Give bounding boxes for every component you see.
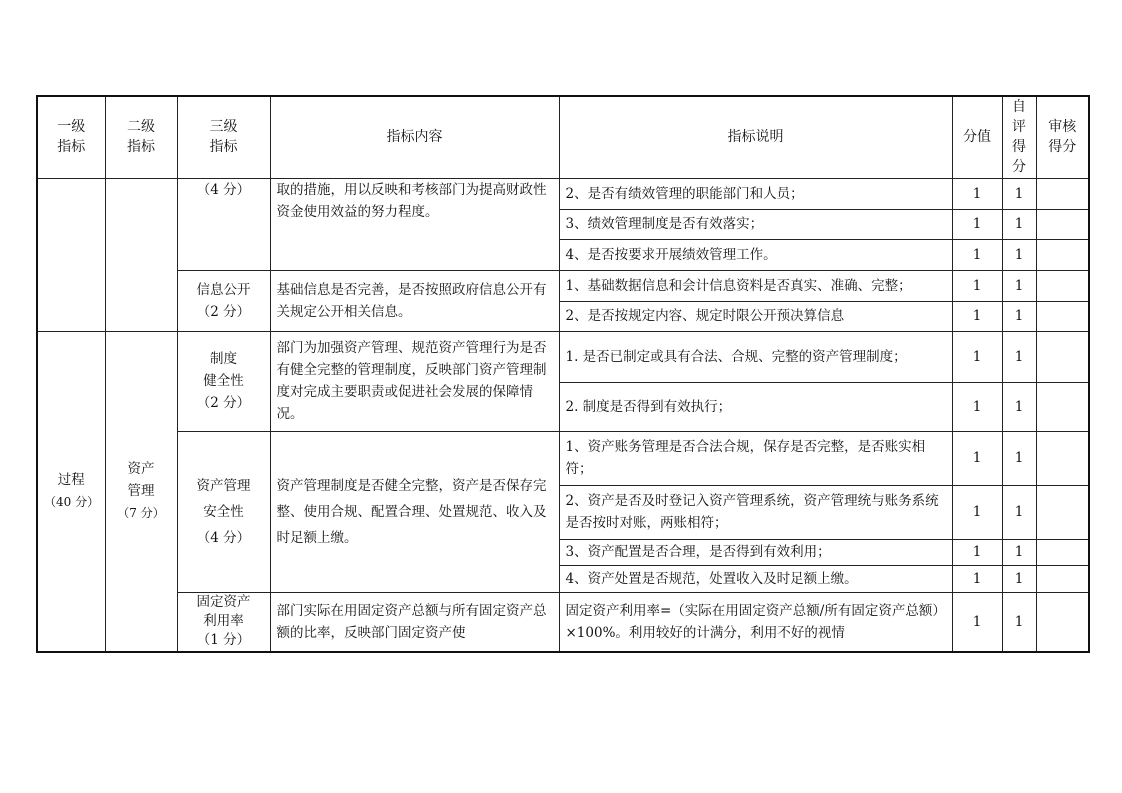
- score-value: 1: [952, 270, 1002, 301]
- header-row: [37, 96, 1089, 178]
- score-value: 1: [952, 592, 1002, 652]
- table-row: [37, 178, 1089, 209]
- self-score-value: 1: [1002, 239, 1036, 270]
- audit-score-value: [1036, 539, 1089, 565]
- audit-score-value: [1036, 485, 1089, 539]
- score-value: 1: [952, 239, 1002, 270]
- audit-score-value: [1036, 209, 1089, 239]
- score-value: 1: [952, 178, 1002, 209]
- level3-label: 信息公开 （2 分）: [177, 270, 270, 331]
- indicator-description: 2、是否有绩效管理的职能部门和人员；: [559, 178, 952, 209]
- table-row: [37, 592, 1089, 652]
- header-description: 指标说明: [559, 96, 952, 178]
- score-value: 1: [952, 209, 1002, 239]
- score-value: 1: [952, 565, 1002, 592]
- indicator-description: 4、资产处置是否规范，处置收入及时足额上缴。: [559, 565, 952, 592]
- indicator-content: 部门实际在用固定资产总额与所有固定资产总额的比率，反映部门固定资产使: [270, 592, 559, 652]
- indicator-description: 2、是否按规定内容、规定时限公开预决算信息: [559, 301, 952, 331]
- score-value: 1: [952, 485, 1002, 539]
- self-score-value: 1: [1002, 301, 1036, 331]
- level3-label: 资产管理 安全性 （4 分）: [177, 431, 270, 592]
- audit-score-value: [1036, 178, 1089, 209]
- header-content: 指标内容: [270, 96, 559, 178]
- level3-label: 制度 健全性 （2 分）: [177, 331, 270, 431]
- indicator-description: 3、资产配置是否合理，是否得到有效利用；: [559, 539, 952, 565]
- score-value: 1: [952, 382, 1002, 431]
- indicator-description: 固定资产利用率=（实际在用固定资产总额/所有固定资产总额）×100%。利用较好的计满分，利用不好的视情: [559, 592, 952, 652]
- header-level2: 二级 指标: [105, 96, 177, 178]
- score-value: 1: [952, 431, 1002, 485]
- table-row: [37, 270, 1089, 301]
- indicator-content: 资产管理制度是否健全完整，资产是否保存完整、使用合规、配置合理、处置规范、收入及时足额上缴。: [270, 431, 559, 592]
- audit-score-value: [1036, 301, 1089, 331]
- self-score-value: 1: [1002, 431, 1036, 485]
- self-score-value: 1: [1002, 382, 1036, 431]
- indicator-content: 取的措施，用以反映和考核部门为提高财政性资金使用效益的努力程度。: [270, 178, 559, 270]
- self-score-value: 1: [1002, 592, 1036, 652]
- level2-cell-empty: [105, 178, 177, 331]
- audit-score-value: [1036, 431, 1089, 485]
- score-value: 1: [952, 301, 1002, 331]
- score-value: 1: [952, 539, 1002, 565]
- indicator-description: 4、是否按要求开展绩效管理工作。: [559, 239, 952, 270]
- self-score-value: 1: [1002, 178, 1036, 209]
- header-level1: 一级 指标: [37, 96, 105, 178]
- audit-score-value: [1036, 382, 1089, 431]
- indicator-description: 1. 是否已制定或具有合法、合规、完整的资产管理制度；: [559, 331, 952, 382]
- header-self-score: 自 评 得 分: [1002, 96, 1036, 178]
- self-score-value: 1: [1002, 209, 1036, 239]
- indicator-description: 1、资产账务管理是否合法合规，保存是否完整，是否账实相符；: [559, 431, 952, 485]
- header-score: 分值: [952, 96, 1002, 178]
- indicator-description: 3、绩效管理制度是否有效落实；: [559, 209, 952, 239]
- self-score-value: 1: [1002, 485, 1036, 539]
- header-level3: 三级 指标: [177, 96, 270, 178]
- header-audit-score: 审核 得分: [1036, 96, 1089, 178]
- level1-cell-empty: [37, 178, 105, 331]
- level3-label: （4 分）: [177, 178, 270, 270]
- self-score-value: 1: [1002, 565, 1036, 592]
- audit-score-value: [1036, 270, 1089, 301]
- audit-score-value: [1036, 331, 1089, 382]
- audit-score-value: [1036, 592, 1089, 652]
- audit-score-value: [1036, 239, 1089, 270]
- self-score-value: 1: [1002, 539, 1036, 565]
- self-score-value: 1: [1002, 331, 1036, 382]
- table-row: [37, 331, 1089, 382]
- audit-score-value: [1036, 565, 1089, 592]
- indicator-content: 部门为加强资产管理、规范资产管理行为是否有健全完整的管理制度，反映部门资产管理制度对完成主要职责或促进社会发展的保障情况。: [270, 331, 559, 431]
- level3-label: 固定资产 利用率 （1 分）: [177, 592, 270, 652]
- indicator-description: 1、基础数据信息和会计信息资料是否真实、准确、完整；: [559, 270, 952, 301]
- self-score-value: 1: [1002, 270, 1036, 301]
- score-value: 1: [952, 331, 1002, 382]
- indicator-description: 2. 制度是否得到有效执行；: [559, 382, 952, 431]
- indicator-content: 基础信息是否完善，是否按照政府信息公开有关规定公开相关信息。: [270, 270, 559, 331]
- table-row: [37, 431, 1089, 485]
- indicator-description: 2、资产是否及时登记入资产管理系统，资产管理统与账务系统是否按时对账，两账相符；: [559, 485, 952, 539]
- level2-asset-management: 资产 管理 （7 分）: [105, 331, 177, 652]
- indicator-table: [36, 95, 1090, 653]
- level1-process: 过程 （40 分）: [37, 331, 105, 652]
